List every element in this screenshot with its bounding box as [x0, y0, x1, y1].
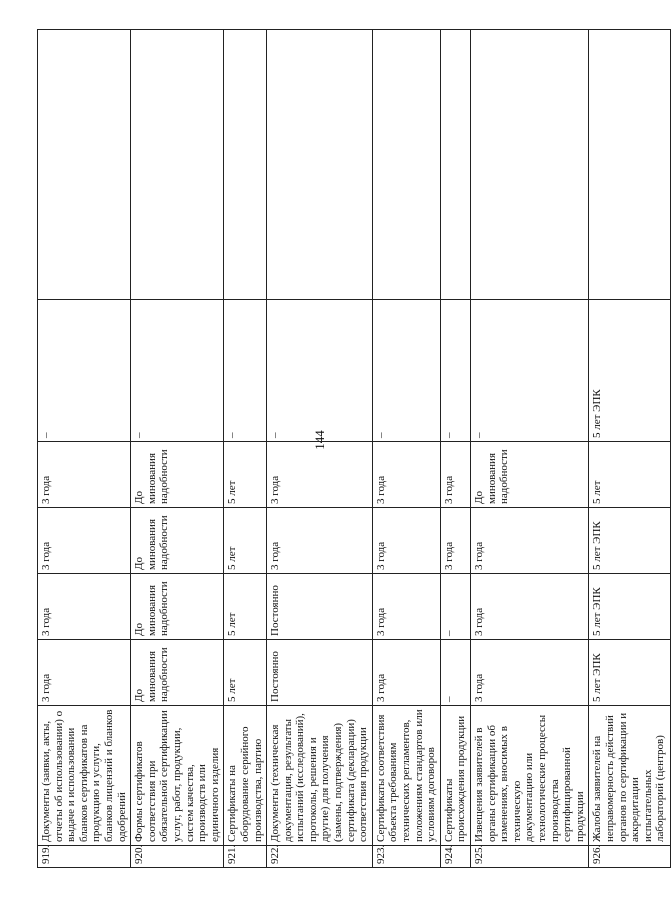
table-row — [440, 30, 470, 868]
retention-col-1: 3 года — [372, 640, 440, 706]
retention-col-4: 3 года — [267, 442, 373, 508]
table-row — [267, 30, 373, 868]
retention-col-5: 5 лет ЭПК — [589, 300, 671, 442]
document-description: Сертификаты соответствия объекта требованиям технических регламентов, положениям стандартов или условиям договоров — [372, 706, 440, 846]
retention-col-5: – — [440, 300, 470, 442]
retention-table-rotated — [37, 30, 667, 868]
notes-col — [471, 30, 589, 300]
retention-col-1: Постоянно — [267, 640, 373, 706]
notes-col — [224, 30, 267, 300]
retention-col-2: Постоянно — [267, 574, 373, 640]
retention-col-3: 5 лет ЭПК — [589, 508, 671, 574]
retention-col-1: 3 года — [471, 640, 589, 706]
retention-col-4: До минования надобности — [471, 442, 589, 508]
notes-col — [372, 30, 440, 300]
retention-col-3: 3 года — [440, 508, 470, 574]
retention-col-5: – — [471, 300, 589, 442]
document-description: Жалобы заявителей на неправомерность действий органов по сертификации и аккредитации испытательных лабораторий (центров) — [589, 706, 671, 846]
retention-col-2: 3 года — [471, 574, 589, 640]
retention-col-1: 3 года — [38, 640, 131, 706]
retention-col-3: 5 лет — [224, 508, 267, 574]
retention-col-2: 5 лет ЭПК — [589, 574, 671, 640]
retention-col-2: – — [440, 574, 470, 640]
page-number: 144 — [312, 430, 327, 450]
document-description: Формы сертификатов соответствия при обязательной сертификации услуг, работ, продукции, систем качества, производств или единичного изделия — [131, 706, 224, 846]
retention-col-5: – — [38, 300, 131, 442]
document-description: Сертификаты происхождения продукции — [440, 706, 470, 846]
document-description: Документы (техническая документация, результаты испытаний (исследований), протоколы, решения и другие) для получения (замены, подтверждения) сертификата (декларации) соответствия продукции — [267, 706, 373, 846]
document-description: Сертификаты на оборудование серийного производства, партию — [224, 706, 267, 846]
retention-col-3: 3 года — [267, 508, 373, 574]
retention-col-5: – — [372, 300, 440, 442]
retention-col-2: До минования надобности — [131, 574, 224, 640]
retention-col-1: – — [440, 640, 470, 706]
table-row — [471, 30, 589, 868]
retention-col-4: До минования надобности — [131, 442, 224, 508]
row-number: 922. — [267, 846, 373, 868]
notes-col — [131, 30, 224, 300]
table-row — [131, 30, 224, 868]
retention-col-2: 5 лет — [224, 574, 267, 640]
document-description: Извещения заявителей в органы сертификации об изменениях, вносимых в техническую документацию или технологические процессы производства сертифицированной продукции — [471, 706, 589, 846]
retention-col-1: 5 лет ЭПК — [589, 640, 671, 706]
retention-col-4: 5 лет — [224, 442, 267, 508]
document-description: Документы (заявки, акты, отчеты об использовании) о выдаче и использовании бланков сертификатов на продукцию и услуги, бланков лицензий и бланков одобрений — [38, 706, 131, 846]
retention-col-4: 3 года — [440, 442, 470, 508]
retention-col-1: До минования надобности — [131, 640, 224, 706]
retention-col-4: 3 года — [372, 442, 440, 508]
row-number: 923. — [372, 846, 440, 868]
retention-col-2: 3 года — [38, 574, 131, 640]
row-number: 926. — [589, 846, 671, 868]
row-number: 921. — [224, 846, 267, 868]
retention-col-3: 3 года — [38, 508, 131, 574]
retention-col-2: 3 года — [372, 574, 440, 640]
table-row — [224, 30, 267, 868]
notes-col — [38, 30, 131, 300]
retention-col-5: – — [131, 300, 224, 442]
table-row — [38, 30, 131, 868]
row-number: 925. — [471, 846, 589, 868]
retention-col-3: 3 года — [471, 508, 589, 574]
row-number: 924. — [440, 846, 470, 868]
retention-col-5: – — [224, 300, 267, 442]
retention-col-1: 5 лет — [224, 640, 267, 706]
notes-col — [589, 30, 671, 300]
table-row — [589, 30, 671, 868]
retention-table — [37, 29, 671, 868]
notes-col — [440, 30, 470, 300]
notes-col — [267, 30, 373, 300]
table-row — [372, 30, 440, 868]
retention-col-3: 3 года — [372, 508, 440, 574]
row-number: 919. — [38, 846, 131, 868]
retention-col-4: 5 лет — [589, 442, 671, 508]
retention-col-5: – — [267, 300, 373, 442]
retention-col-3: До минования надобности — [131, 508, 224, 574]
retention-col-4: 3 года — [38, 442, 131, 508]
row-number: 920. — [131, 846, 224, 868]
